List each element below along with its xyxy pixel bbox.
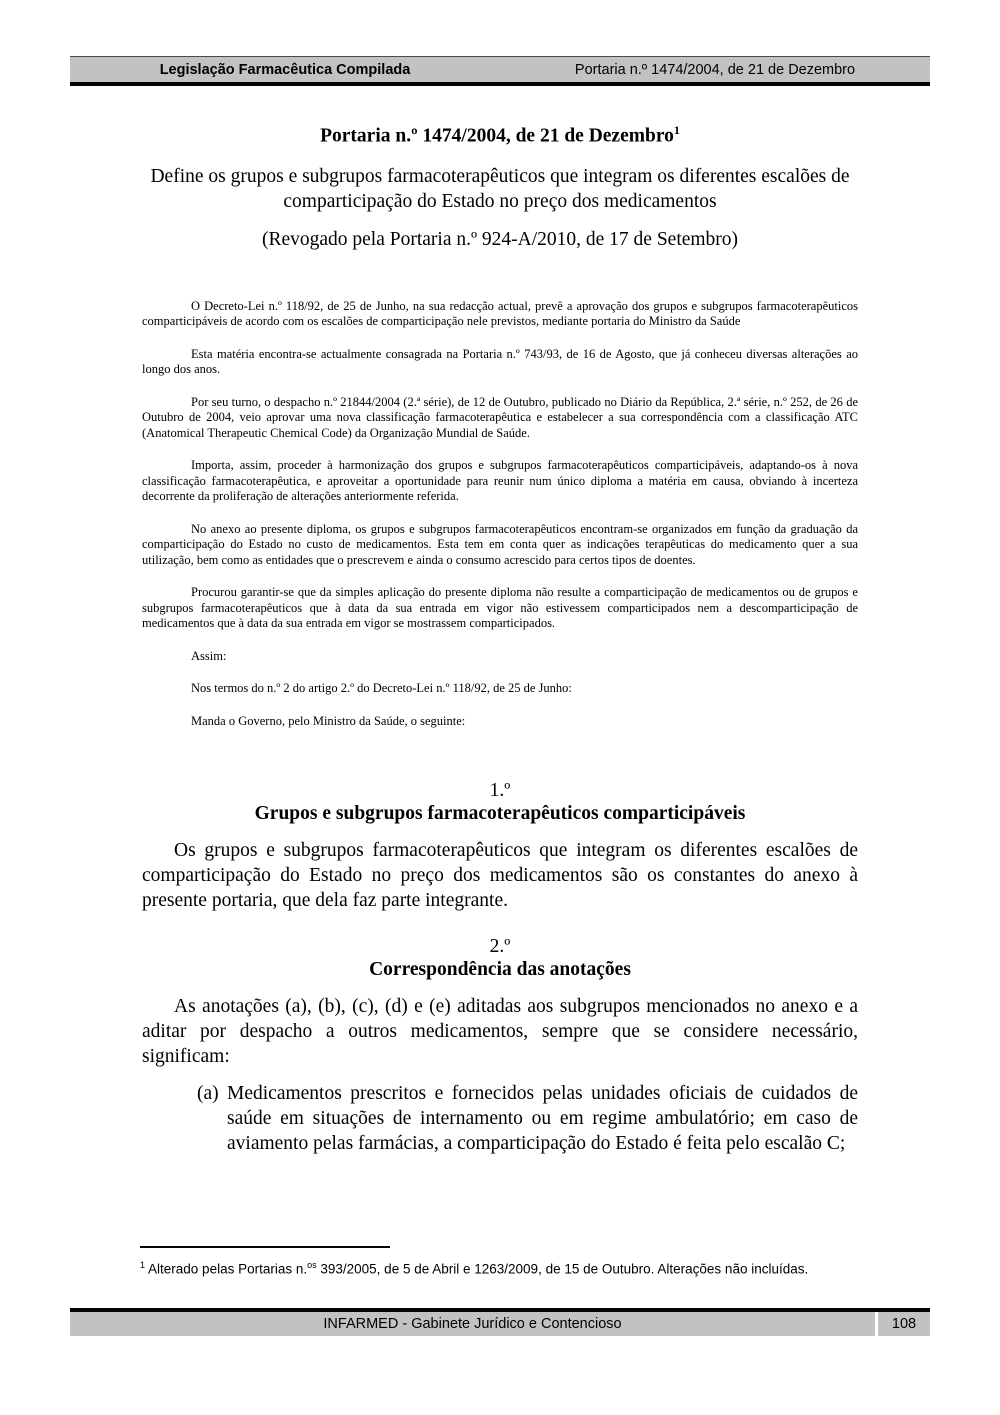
footnote-separator <box>140 1246 390 1248</box>
preamble-paragraph: Nos termos do n.º 2 do artigo 2.º do Decreto-Lei n.º 118/92, de 25 de Junho: <box>191 681 572 695</box>
page-number: 108 <box>891 1316 917 1332</box>
article-1-number: 1.º <box>489 780 511 801</box>
preamble-paragraph: Procurou garantir-se que da simples aplicação do presente diploma não resulte a comparticipação de medicamentos ou de grupos e subgrupos farmacoterapêuticos que à data da sua entrada em vigor não estivessem comparticipados nem a descomparticipação de medicamentos que à data da sua entrada em vigor se mostrassem comparticipados. <box>142 585 858 630</box>
item-a-label: (a) <box>197 1083 219 1104</box>
preamble-paragraph: Manda o Governo, pelo Ministro da Saúde, o seguinte: <box>191 713 466 728</box>
preamble-paragraph: Por seu turno, o despacho n.º 21844/2004 (2.ª série), de 12 de Outubro, publicado no Diário da República, 2.ª série, n.º 252, de 26 de Outubro de 2004, veio aprovar uma nova classificação farmacoterapêutica e estabelecer a sua correspondência com a classificação ATC (Anatomical Therapeutic Chemical Code) da Organização Mundial de Saúde. <box>142 394 858 440</box>
footnote-block <box>140 1246 870 1280</box>
document-title-text: Portaria n.º 1474/2004, de 21 de Dezembro <box>320 125 674 147</box>
header-document-title: Portaria n.º 1474/2004, de 21 de Dezembro <box>574 61 856 78</box>
article-2-paragraph: As anotações (a), (b), (c), (d) e (e) aditadas aos subgrupos mencionados no anexo e a aditar por despacho a outros medicamentos, sempre que se considere necessário, significam: <box>142 996 858 1067</box>
footnote <box>140 1255 870 1280</box>
header-collection-title: Legislação Farmacêutica Compilada <box>159 61 411 78</box>
preamble-paragraph: O Decreto-Lei n.º 118/92, de 25 de Junho, na sua redacção actual, prevê a aprovação dos grupos e subgrupos farmacoterapêuticos comparticipáveis de acordo com os escalões de comparticipação nele previstos, mediante portaria do Ministro da Saúde <box>142 298 858 328</box>
article-1-paragraph: Os grupos e subgrupos farmacoterapêuticos que integram os diferentes escalões de comparticipação do Estado no preço dos medicamentos são os constantes do anexo à presente portaria, que dela faz parte integrante. <box>142 840 858 911</box>
preamble-paragraph: Assim: <box>191 648 227 663</box>
article-1-heading: Grupos e subgrupos farmacoterapêuticos comparticipáveis <box>254 803 746 824</box>
preamble-paragraph: Importa, assim, proceder à harmonização dos grupos e subgrupos farmacoterapêuticos comparticipáveis, adaptando-os à nova classificação farmacoterapêutica, e aproveitar a oportunidade para reunir num único diploma a matéria em causa, obviando à incerteza decorrente da proliferação de alterações anteriormente referida. <box>142 458 858 503</box>
footer-issuer-label: INFARMED - Gabinete Jurídico e Contencioso <box>323 1316 622 1332</box>
document-content <box>142 110 858 1156</box>
footnote-text-part2: 393/2005, de 5 de Abril e 1263/2009, de 15 de Outubro. Alterações não incluídas. <box>316 1261 809 1277</box>
preamble-paragraph: No anexo ao presente diploma, os grupos e subgrupos farmacoterapêuticos encontram-se organizados em função da graduação da comparticipação do Estado no custo de medicamentos. Esta tem em conta quer as indicações terapêuticas do medicamento quer a sua utilização, bem como as entidades que o prescrevem e ainda o consumo acrescido para certos tipos de doentes. <box>142 521 858 567</box>
footnote-ordinal-sup: os <box>307 1260 317 1270</box>
footnote-text-part1: Alterado pelas Portarias n. <box>145 1261 308 1277</box>
article-2-item-a <box>197 1081 858 1156</box>
article-2-number: 2.º <box>489 936 511 957</box>
footnote-ref: 1 <box>140 1260 146 1270</box>
revocation-note: (Revogado pela Portaria n.º 924-A/2010, de 17 de Setembro) <box>261 228 739 250</box>
preamble-paragraph: Esta matéria encontra-se actualmente consagrada na Portaria n.º 743/93, de 16 de Agosto, que já conheceu diversas alterações ao longo dos anos. <box>142 346 858 376</box>
page-footer-bar <box>70 1308 930 1336</box>
page-header-bar <box>70 56 930 86</box>
preamble <box>142 299 858 730</box>
title-footnote-ref: 1 <box>673 123 680 137</box>
item-a-text: Medicamentos prescritos e fornecidos pelas unidades oficiais de cuidados de saúde em situações de internamento ou em regime ambulatório; em caso de aviamento pelas farmácias, a comparticipação do Estado é feita pelo escalão C; <box>227 1083 858 1154</box>
document-title <box>142 118 858 149</box>
document-subtitle: Define os grupos e subgrupos farmacoterapêuticos que integram os diferentes escalões de comparticipação do Estado no preço dos medicamentos <box>150 165 850 212</box>
article-2-heading: Correspondência das anotações <box>369 959 631 980</box>
